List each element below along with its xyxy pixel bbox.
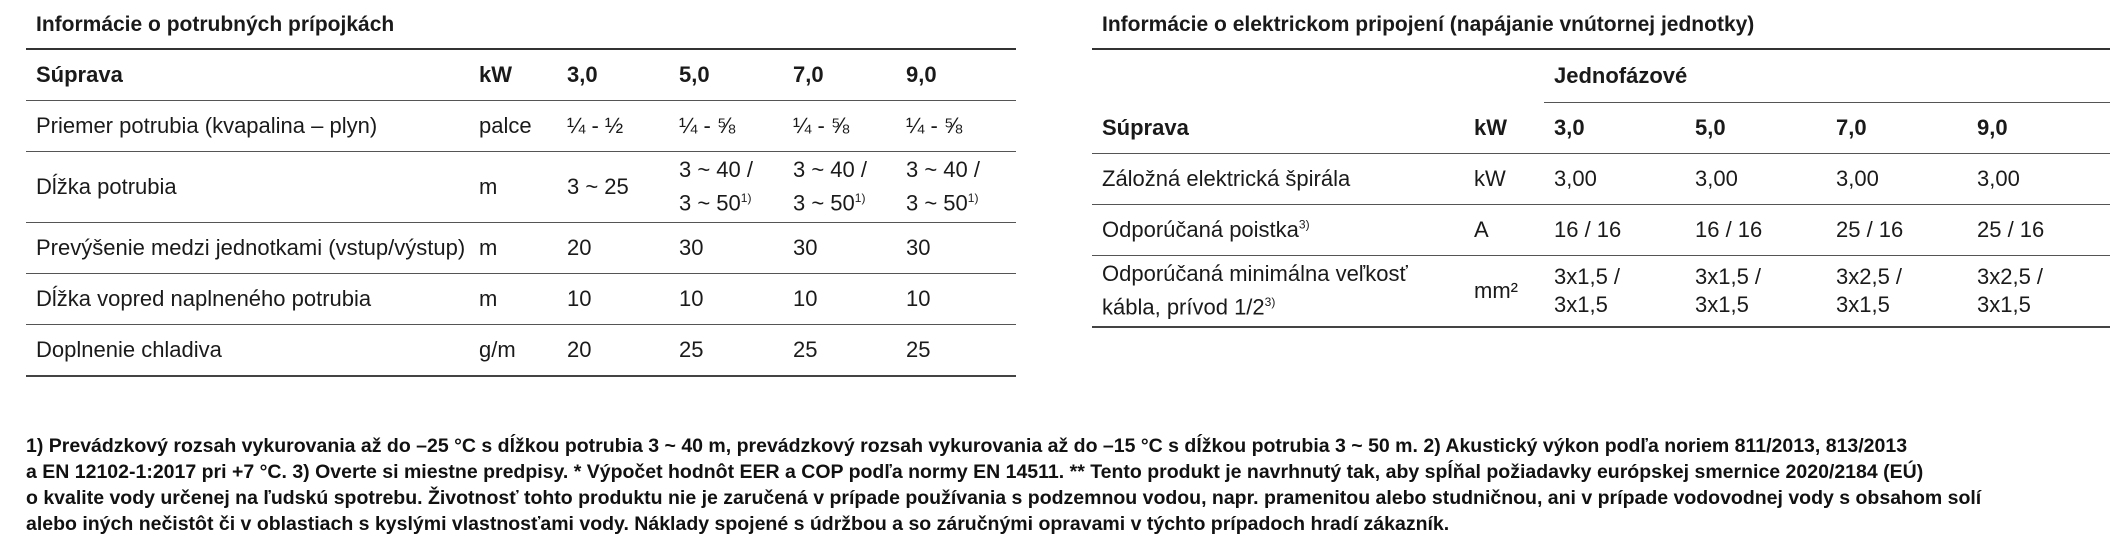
- value-line: 3 ~ 50: [906, 190, 968, 216]
- row-value: 25: [669, 325, 783, 377]
- footnote-ref: 1): [740, 191, 752, 206]
- table-row: [1092, 256, 2110, 328]
- row-value: ¼ - ⅝: [669, 101, 783, 152]
- footnote-ref: 3): [1298, 217, 1310, 232]
- value-line: 3x1,5 /: [1695, 264, 1762, 289]
- row-value: 30: [669, 223, 783, 274]
- row-value: 16 / 16: [1685, 205, 1826, 256]
- row-unit: kW: [1464, 154, 1544, 205]
- label-text: Odporúčaná poistka: [1102, 217, 1299, 242]
- electrical-connection-table: [1092, 50, 2110, 328]
- table-row: [26, 274, 1016, 325]
- row-unit: m: [469, 223, 557, 274]
- row-unit: g/m: [469, 325, 557, 377]
- header-unit: kW: [469, 50, 557, 101]
- electrical-connection-title: Informácie o elektrickom pripojení (napájanie vnútornej jednotky): [1092, 0, 2110, 50]
- group-spacer: [1092, 50, 1544, 103]
- row-label: Dĺžka potrubia: [26, 152, 469, 223]
- row-value: 20: [557, 325, 669, 377]
- row-value: [896, 152, 1016, 223]
- footnotes: [26, 433, 2086, 537]
- row-label: Záložná elektrická špirála: [1092, 154, 1464, 205]
- row-value: [669, 152, 783, 223]
- footnote-ref: 1): [967, 191, 979, 206]
- row-value: 3,00: [1826, 154, 1967, 205]
- row-unit: m: [469, 274, 557, 325]
- label-line: Odporúčaná minimálna veľkosť: [1102, 261, 1408, 287]
- row-unit: A: [1464, 205, 1544, 256]
- row-value: [1685, 256, 1826, 328]
- row-value: 25 / 16: [1967, 205, 2110, 256]
- value-line: 3x2,5 /: [1977, 264, 2044, 289]
- row-label: Dĺžka vopred naplneného potrubia: [26, 274, 469, 325]
- row-label: Doplnenie chladiva: [26, 325, 469, 377]
- row-value: 16 / 16: [1544, 205, 1685, 256]
- header-col: 3,0: [557, 50, 669, 101]
- footnote-line: a EN 12102-1:2017 pri +7 °C. 3) Overte si miestne predpisy. * Výpočet hodnôt EER a COP podľa normy EN 14511. ** Tento produkt je navrhnutý tak, aby spĺňal požiadavky európskej smernice 2020/2184 (EÚ): [26, 461, 1924, 483]
- table-row: [26, 152, 1016, 223]
- row-value: 10: [783, 274, 896, 325]
- footnote-ref: 3): [1264, 295, 1276, 310]
- header-label: Súprava: [1092, 103, 1464, 154]
- row-value: [1826, 256, 1967, 328]
- table-row: [26, 223, 1016, 274]
- row-label: Priemer potrubia (kvapalina – plyn): [26, 101, 469, 152]
- value-line: 3 ~ 40 /: [793, 157, 868, 183]
- row-value: 20: [557, 223, 669, 274]
- table-row: [1092, 154, 2110, 205]
- row-unit: palce: [469, 101, 557, 152]
- header-col: 9,0: [896, 50, 1016, 101]
- row-value: 30: [896, 223, 1016, 274]
- electrical-connection-panel: [1092, 0, 2110, 328]
- table-row: [26, 101, 1016, 152]
- table-row: [1092, 205, 2110, 256]
- header-col: 7,0: [1826, 103, 1967, 154]
- value-line: 3 ~ 40 /: [679, 157, 754, 183]
- table-header-row: [1092, 103, 2110, 154]
- footnote-ref: 1): [854, 191, 866, 206]
- row-value: [783, 152, 896, 223]
- row-value: 3,00: [1967, 154, 2110, 205]
- header-col: 5,0: [669, 50, 783, 101]
- row-unit: m: [469, 152, 557, 223]
- header-col: 7,0: [783, 50, 896, 101]
- value-line: 3x1,5: [1695, 292, 1749, 317]
- value-line: 3x1,5: [1977, 292, 2031, 317]
- pipe-connections-title: Informácie o potrubných prípojkách: [26, 0, 1016, 50]
- row-value: [1544, 256, 1685, 328]
- value-line: 3x1,5 /: [1554, 264, 1621, 289]
- row-label: [1092, 256, 1464, 328]
- value-line: 3x1,5: [1836, 292, 1890, 317]
- row-value: 25: [896, 325, 1016, 377]
- row-value: ¼ - ½: [557, 101, 669, 152]
- table-row: [26, 325, 1016, 377]
- pipe-connections-table: [26, 50, 1016, 377]
- footnote-line: alebo iných nečistôt či v oblastiach s kyslými vlastnosťami vody. Náklady spojené s údržbou a so záručnými opravami v týchto prípadoch hradí zákazník.: [26, 513, 1450, 535]
- footnote-line: 1) Prevádzkový rozsah vykurovania až do –25 °C s dĺžkou potrubia 3 ~ 40 m, prevádzkový rozsah vykurovania až do –15 °C s dĺžkou potrubia 3 ~ 50 m. 2) Akustický výkon podľa noriem 811/2013, 813/2013: [26, 435, 1908, 457]
- row-value: 25 / 16: [1826, 205, 1967, 256]
- header-label: Súprava: [26, 50, 469, 101]
- row-label: [1092, 205, 1464, 256]
- row-unit: mm²: [1464, 256, 1544, 328]
- header-unit: kW: [1464, 103, 1544, 154]
- row-value: ¼ - ⅝: [783, 101, 896, 152]
- value-line: 3 ~ 50: [793, 190, 855, 216]
- value-line: 3 ~ 50: [679, 190, 741, 216]
- header-col: 9,0: [1967, 103, 2110, 154]
- pipe-connections-panel: [26, 0, 1016, 377]
- row-value: 10: [896, 274, 1016, 325]
- row-value: ¼ - ⅝: [896, 101, 1016, 152]
- value-line: 3x2,5 /: [1836, 264, 1903, 289]
- row-value: 3,00: [1544, 154, 1685, 205]
- phase-group-row: [1092, 50, 2110, 103]
- table-header-row: [26, 50, 1016, 101]
- footnote-line: o kvalite vody určenej na ľudskú spotrebu. Životnosť tohto produktu nie je zaručená v prípade používania s podzemnou vodou, napr. pramenitou alebo studničnou, ani v prípade vodovodnej vody s obsahom solí: [26, 487, 1982, 509]
- value-line: 3x1,5: [1554, 292, 1608, 317]
- phase-group-label: Jednofázové: [1544, 50, 2110, 103]
- header-col: 5,0: [1685, 103, 1826, 154]
- row-label: Prevýšenie medzi jednotkami (vstup/výstup): [26, 223, 469, 274]
- value-line: 3 ~ 40 /: [906, 157, 981, 183]
- row-value: 3 ~ 25: [557, 152, 669, 223]
- row-value: [1967, 256, 2110, 328]
- row-value: 10: [557, 274, 669, 325]
- label-line: kábla, prívod 1/2: [1102, 294, 1265, 320]
- row-value: 30: [783, 223, 896, 274]
- row-value: 10: [669, 274, 783, 325]
- row-value: 3,00: [1685, 154, 1826, 205]
- header-col: 3,0: [1544, 103, 1685, 154]
- row-value: 25: [783, 325, 896, 377]
